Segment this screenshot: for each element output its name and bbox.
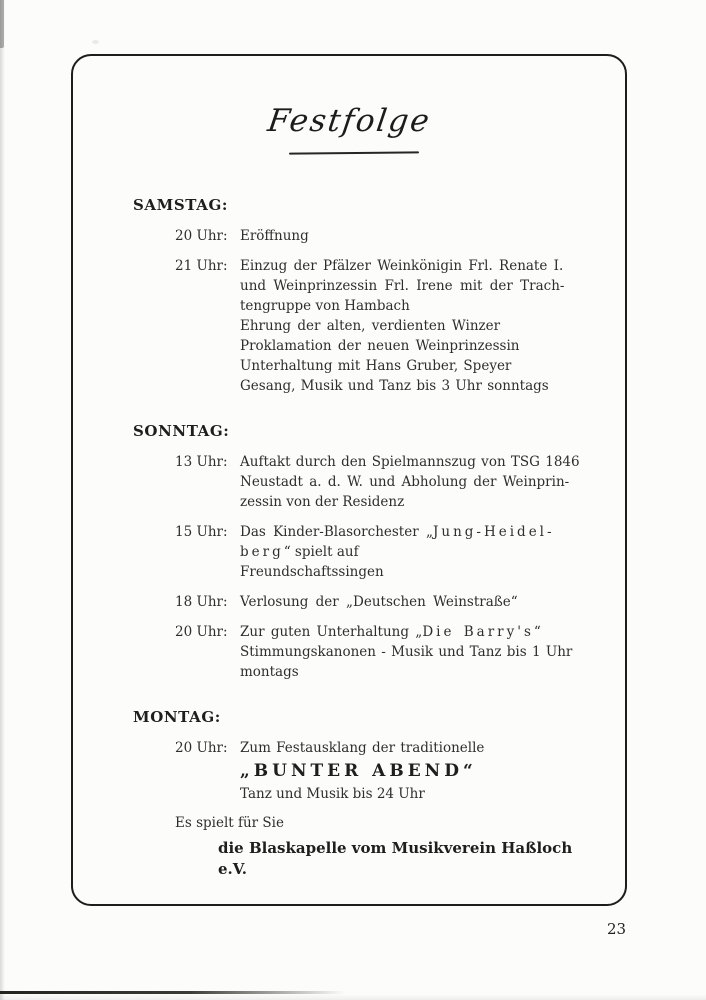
title-area bbox=[72, 103, 626, 139]
text-segment: und Weinprinzessin Frl. Irene mit der Trach- bbox=[240, 278, 565, 294]
entry-lines bbox=[240, 226, 575, 246]
text-segment: „BUNTER ABEND“ bbox=[240, 761, 477, 781]
entry-time: 13 Uhr: bbox=[175, 454, 228, 470]
entry-line bbox=[240, 276, 575, 296]
scan-edge-shadow bbox=[0, 0, 5, 1000]
text-segment: montags bbox=[240, 664, 299, 680]
entry-line bbox=[240, 738, 575, 758]
schedule-entry bbox=[133, 226, 583, 246]
text-segment: berg bbox=[240, 544, 284, 560]
entry-line bbox=[240, 758, 575, 784]
text-segment: Auftakt durch den Spielmannszug von TSG 1846 bbox=[240, 454, 580, 470]
entry-line bbox=[240, 296, 575, 316]
entry-time: 20 Uhr: bbox=[175, 740, 228, 756]
text-segment: Jung-Heidel- bbox=[432, 524, 555, 540]
closing-line: die Blaskapelle vom Musikverein Haßloch e.V. bbox=[218, 839, 573, 878]
entry-line bbox=[240, 472, 575, 492]
day-heading: SONNTAG: bbox=[133, 422, 230, 440]
text-segment: tengruppe von Hambach bbox=[240, 298, 410, 314]
text-segment: Proklamation der neuen Weinprinzessin bbox=[240, 338, 520, 354]
schedule-entry bbox=[133, 256, 583, 396]
program-section bbox=[133, 706, 583, 880]
entry-line bbox=[240, 522, 575, 542]
text-segment: Ehrung der alten, verdienten Winzer bbox=[240, 318, 501, 334]
entry-line bbox=[240, 452, 580, 472]
program-section bbox=[133, 194, 583, 396]
scan-edge-mark bbox=[0, 0, 4, 48]
entry-time: 18 Uhr: bbox=[175, 594, 228, 610]
schedule-entry bbox=[133, 452, 583, 512]
entry-line bbox=[240, 492, 575, 512]
page-number: 23 bbox=[607, 920, 627, 938]
program bbox=[133, 194, 583, 880]
text-segment: Zum Festausklang der traditionelle bbox=[240, 740, 485, 756]
program-section bbox=[133, 420, 583, 682]
entry-time: 20 Uhr: bbox=[175, 228, 228, 244]
entry-lines bbox=[240, 452, 580, 512]
entry-line bbox=[240, 316, 575, 336]
schedule-entry bbox=[133, 522, 583, 582]
day-heading: MONTAG: bbox=[133, 708, 221, 726]
entry-lines bbox=[240, 622, 575, 682]
text-segment: Neustadt a. d. W. und Abholung der Weinprin- bbox=[240, 474, 570, 490]
entry-line bbox=[240, 336, 575, 356]
paper-speck bbox=[92, 40, 99, 44]
entry-line bbox=[240, 642, 575, 662]
entry-line bbox=[240, 542, 575, 562]
entry-line bbox=[240, 376, 575, 396]
text-segment: “ bbox=[533, 624, 541, 640]
entry-lines bbox=[240, 592, 575, 612]
text-segment: Zur guten Unterhaltung „ bbox=[240, 624, 423, 640]
entry-line bbox=[240, 784, 575, 804]
text-segment: Verlosung der „Deutschen Weinstraße“ bbox=[240, 594, 518, 610]
entry-line bbox=[240, 662, 575, 682]
text-segment: Gesang, Musik und Tanz bis 3 Uhr sonntags bbox=[240, 378, 549, 394]
text-segment: Eröffnung bbox=[240, 228, 309, 244]
schedule-entry bbox=[133, 738, 583, 804]
text-segment: Das Kinder-Blasorchester „ bbox=[240, 524, 433, 540]
text-segment: Unterhaltung mit Hans Gruber, Speyer bbox=[240, 358, 512, 374]
entry-time: 20 Uhr: bbox=[175, 624, 228, 640]
entry-line bbox=[240, 622, 575, 642]
entry-lines bbox=[240, 256, 575, 396]
entry-line bbox=[240, 592, 575, 612]
entry-lines bbox=[240, 522, 575, 582]
text-segment: zessin von der Residenz bbox=[240, 494, 405, 510]
schedule-entry bbox=[133, 592, 583, 612]
entry-line bbox=[240, 226, 575, 246]
text-segment: Die Barry's bbox=[422, 624, 534, 640]
text-segment: Tanz und Musik bis 24 Uhr bbox=[240, 786, 425, 802]
entry-time: 21 Uhr: bbox=[175, 258, 228, 274]
text-segment: Einzug der Pfälzer Weinkönigin Frl. Renate I. bbox=[240, 258, 564, 274]
entry-line bbox=[240, 356, 575, 376]
entry-line bbox=[240, 562, 575, 582]
entry-time: 15 Uhr: bbox=[175, 524, 228, 540]
closing-line: Es spielt für Sie bbox=[175, 815, 284, 831]
entry-line bbox=[240, 256, 575, 276]
text-segment: Freundschaftssingen bbox=[240, 564, 384, 580]
text-segment: Stimmungskanonen - Musik und Tanz bis 1 Uhr bbox=[240, 644, 573, 660]
scan-bottom-shade bbox=[0, 994, 706, 1000]
schedule-entry bbox=[133, 622, 583, 682]
day-heading: SAMSTAG: bbox=[133, 196, 229, 214]
entry-lines bbox=[240, 738, 575, 804]
page-title: Festfolge bbox=[265, 103, 433, 139]
text-segment: “ spielt auf bbox=[283, 544, 359, 560]
